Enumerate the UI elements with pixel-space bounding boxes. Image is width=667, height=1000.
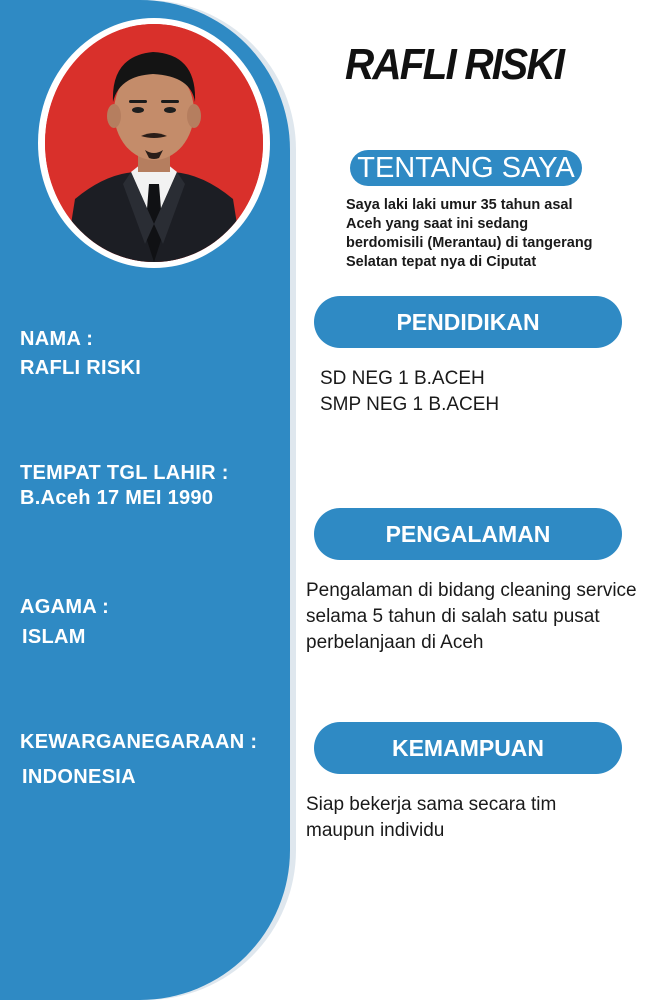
- nama-value: RAFLI RISKI: [20, 357, 142, 379]
- about-text: Saya laki laki umur 35 tahun asal Aceh yang saat ini sedang berdomisili (Merantau) di tangerang Selatan tepat nya di Ciputat: [346, 197, 593, 270]
- experience-text: Pengalaman di bidang cleaning service selama 5 tahun di salah satu pusat perbelanjaan di Aceh: [306, 580, 637, 653]
- education-item: SMP NEG 1 B.ACEH: [320, 394, 500, 415]
- page-title: RAFLI RISKI: [345, 40, 564, 89]
- skills-text: Siap bekerja sama secara tim maupun individu: [306, 794, 557, 841]
- education-list: [320, 366, 620, 418]
- education-heading: PENDIDIKAN: [314, 296, 622, 348]
- about-heading: TENTANG SAYA: [350, 150, 582, 186]
- kewarganegaraan-value: INDONESIA: [22, 766, 136, 788]
- person-portrait-icon: [45, 24, 263, 262]
- agama-value: ISLAM: [22, 626, 86, 648]
- ttl-value: B.Aceh 17 MEI 1990: [20, 487, 214, 509]
- agama-label: AGAMA :: [20, 596, 110, 618]
- kewarganegaraan-label: KEWARGANEGARAAN :: [20, 731, 258, 753]
- education-item: SD NEG 1 B.ACEH: [320, 368, 485, 389]
- skills-heading: KEMAMPUAN: [314, 722, 622, 774]
- ttl-label: TEMPAT TGL LAHIR :: [20, 462, 229, 484]
- nama-label: NAMA :: [20, 328, 94, 350]
- profile-photo: [45, 24, 263, 262]
- experience-heading: PENGALAMAN: [314, 508, 622, 560]
